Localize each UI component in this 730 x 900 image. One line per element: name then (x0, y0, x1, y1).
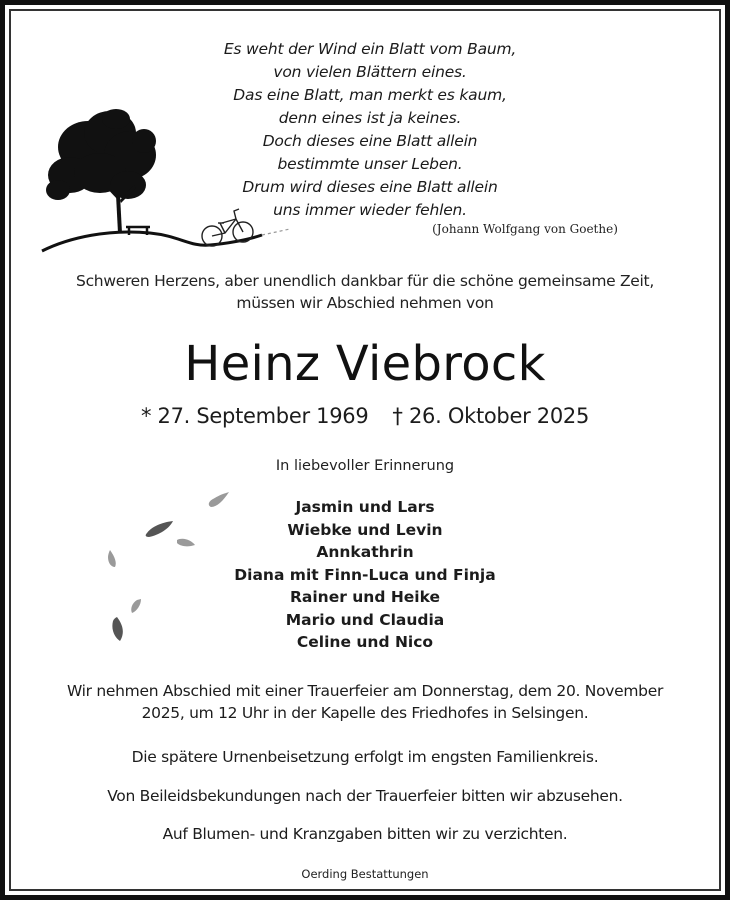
mourners-list (30, 496, 700, 654)
memory-heading: In liebevoller Erinnerung (275, 458, 455, 474)
intro-line: Schweren Herzens, aber unendlich dankbar für die schöne gemeinsame Zeit, (76, 272, 654, 290)
poem-line: uns immer wieder fehlen. (273, 201, 467, 219)
death-date: † 26. Oktober 2025 (392, 404, 590, 428)
poem-line: bestimmte unser Leben. (277, 155, 463, 173)
deceased-name: Heinz Viebrock (184, 336, 546, 392)
intro-line: müssen wir Abschied nehmen von (236, 294, 494, 312)
poem-line: denn eines ist ja keines. (278, 109, 462, 127)
mourner-entry: Celine und Nico (296, 633, 434, 651)
poem (160, 38, 580, 222)
poem-line: von vielen Blättern eines. (273, 63, 467, 81)
hill-ground (42, 232, 262, 251)
condolence-note: Von Beileidsbekundungen nach der Trauerfeier bitten wir abzusehen. (107, 787, 623, 805)
undertaker-name: Oerding Bestattungen (301, 867, 429, 881)
life-dates (30, 401, 700, 431)
poem-author: (Johann Wolfgang von Goethe) (432, 222, 618, 236)
urn-burial-note: Die spätere Urnenbeisetzung erfolgt im engsten Familienkreis. (131, 748, 599, 766)
flowers-note: Auf Blumen- und Kranzgaben bitten wir zu verzichten. (162, 825, 568, 843)
poem-line: Es weht der Wind ein Blatt vom Baum, (223, 40, 517, 58)
ceremony-line: 2025, um 12 Uhr in der Kapelle des Friedhofes in Selsingen. (141, 704, 589, 722)
birth-date: * 27. September 1969 (140, 404, 369, 428)
mourner-entry: Diana mit Finn-Luca und Finja (234, 565, 496, 584)
mourner-entry: Rainer und Heike (289, 588, 441, 606)
mourner-entry: Jasmin und Lars (295, 498, 435, 516)
mourner-entry: Mario und Claudia (285, 610, 445, 629)
poem-line: Doch dieses eine Blatt allein (262, 132, 478, 150)
tree-icon (46, 109, 156, 233)
ceremony-line: Wir nehmen Abschied mit einer Trauerfeier am Donnerstag, dem 20. November (66, 682, 664, 700)
intro-text (30, 270, 700, 314)
mourner-entry: Wiebke und Levin (287, 520, 443, 539)
poem-line: Drum wird dieses eine Blatt allein (242, 178, 498, 196)
mourner-entry: Annkathrin (316, 543, 414, 561)
poem-line: Das eine Blatt, man merkt es kaum, (233, 86, 507, 104)
ceremony-info (30, 680, 700, 724)
path-dashes (262, 229, 290, 235)
